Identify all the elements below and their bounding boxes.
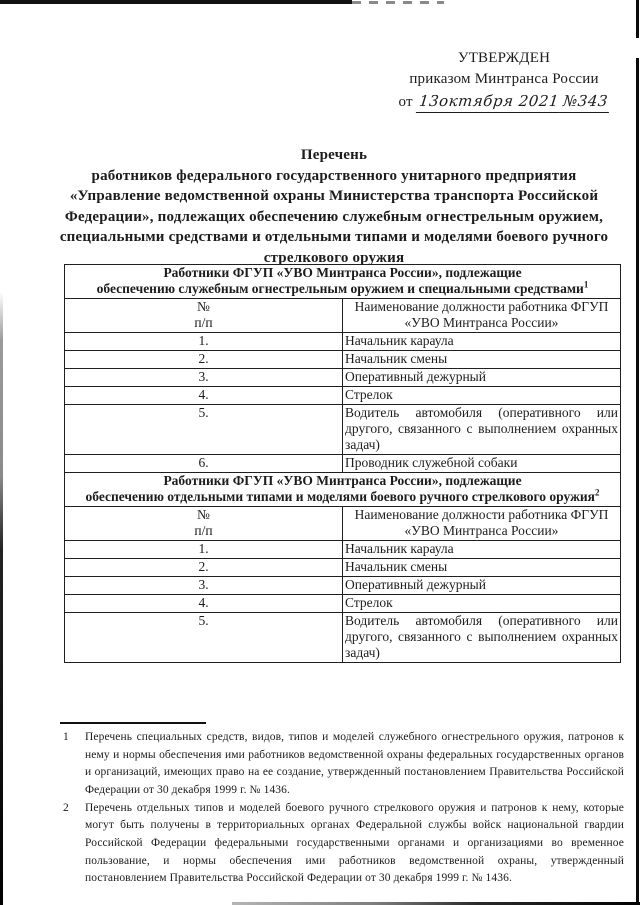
title-line: работников федерального государственного унитарного предприятия — [91, 167, 577, 184]
positions-table — [64, 264, 621, 663]
document-title — [42, 145, 626, 268]
table-row: 4. Стрелок — [65, 387, 621, 405]
scan-edge-top-dashes — [352, 1, 444, 4]
table-row: 2. Начальник смены — [65, 559, 621, 577]
section2-title-line2: обеспечению отдельными типами и моделями боевого ручного стрелкового оружия$^2$ — [85, 487, 600, 504]
title-line: Федерации», подлежащих обеспечению служебным огнестрельным оружием, — [64, 208, 604, 225]
scan-edge-right — [636, 0, 639, 905]
footnote-ref-2: 2 — [594, 487, 600, 498]
footnote-1-marker: 1 — [63, 731, 69, 743]
section1-title-line2: обеспечению служебным огнестрельным оружием и специальными средствами$^1$ — [96, 279, 589, 296]
title-line: специальными средствами и отдельными типами и моделями боевого ручного — [59, 229, 609, 245]
title-line: Перечень — [300, 147, 368, 163]
approval-line-approved: УТВЕРЖДЕН — [457, 50, 551, 66]
title-line: стрелкового оружия — [263, 249, 405, 266]
table-row: 4. Стрелок — [65, 595, 621, 613]
section2-title — [65, 473, 621, 507]
table-row: 3. Оперативный дежурный — [65, 369, 621, 387]
section1-header-row — [65, 265, 621, 299]
footnote-2 — [60, 800, 624, 888]
scan-edge-left — [0, 292, 3, 905]
handwritten-date: 13октября 2021 — [416, 91, 562, 113]
scan-edge-bottom — [232, 902, 640, 905]
approval-line-order: приказом Минтранса России — [409, 71, 599, 87]
footnote-1-text: Перечень специальных средств, видов, типов и моделей служебного огнестрельного оружия, патронов к нему и нормы обеспечения ими работников ведомственной охраны федеральных государственных органов и организаций, имеющих право на ее создание, утвержденный постановлением Правительства Российской Федерации от 30 декабря 1999 г. № 1436. — [85, 731, 624, 796]
approval-date-prefix: от — [398, 94, 413, 110]
column-header-position: Наименование должности работника ФГУП «УВО Минтранса России» — [343, 507, 621, 541]
table-row: 6. Проводник служебной собаки — [65, 455, 621, 473]
column-header-num: № п/п — [65, 299, 343, 333]
title-line: «Управление ведомственной охраны Министерства транспорта Российской — [69, 188, 599, 204]
section2-title-line1: Работники ФГУП «УВО Минтранса России», подлежащие — [163, 473, 522, 488]
section2-header-row — [65, 473, 621, 507]
approval-line-date — [383, 91, 625, 113]
table-row: 1. Начальник караула — [65, 541, 621, 559]
scan-edge-right-gap — [635, 38, 640, 58]
footnote-1 — [60, 729, 624, 799]
footnote-2-marker: 2 — [63, 801, 69, 814]
footnote-divider — [60, 722, 206, 724]
approval-block — [383, 48, 625, 113]
table-row: 5. Водитель автомобиля (оперативного или другого, связанного с выполнением охранных задач) — [65, 405, 621, 455]
footnote-2-text: Перечень отдельных типов и моделей боевого ручного стрелкового оружия и патронов к нему, которые могут быть получены в территориальных органах Федеральной службы войск национальной гвардии Российской Федерации федеральными государственными органами и организациями во временное пользование, и нормы обеспечения ими работников ведомственной охраны, утвержденный постановлением Правительства Российской Федерации от 30 декабря 1999 г. № 1436. — [85, 801, 624, 885]
footnote-ref-1: 1 — [583, 279, 589, 290]
table-row: 5. Водитель автомобиля (оперативного или другого, связанного с выполнением охранных задач) — [65, 613, 621, 663]
section1-title-line1: Работники ФГУП «УВО Минтранса России», подлежащие — [163, 265, 522, 280]
table-row: 3. Оперативный дежурный — [65, 577, 621, 595]
scan-edge-top — [0, 0, 352, 4]
footnotes — [60, 729, 624, 888]
table-row: 1. Начальник караула — [65, 333, 621, 351]
handwritten-number: №343 — [559, 91, 610, 113]
section2-column-header-row — [65, 507, 621, 541]
section1-column-header-row — [65, 299, 621, 333]
column-header-position: Наименование должности работника ФГУП «УВО Минтранса России» — [343, 299, 621, 333]
table-row: 2. Начальник смены — [65, 351, 621, 369]
section1-title — [65, 265, 621, 299]
column-header-num: № п/п — [65, 507, 343, 541]
